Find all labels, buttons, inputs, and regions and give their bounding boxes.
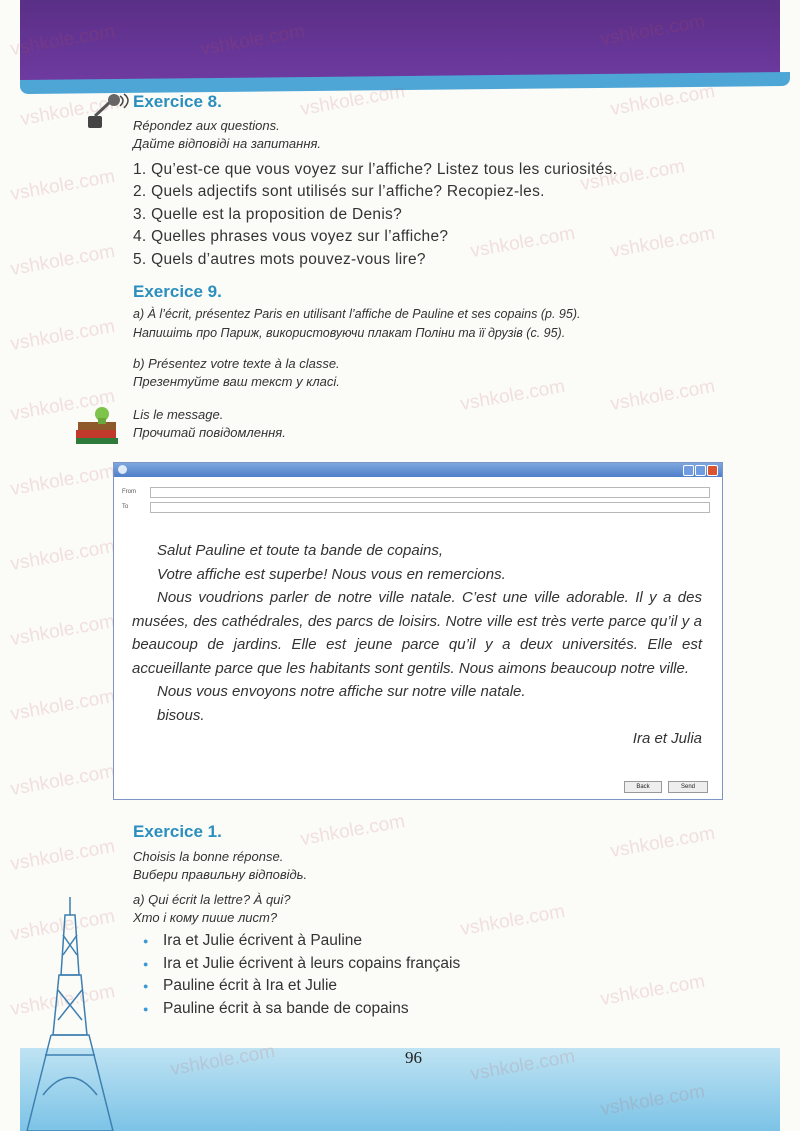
read-instruction-fr: Lis le message. — [133, 407, 224, 422]
option-label: Pauline écrit à sa bande de copains — [163, 1000, 409, 1017]
option-item[interactable] — [143, 932, 362, 950]
books-icon — [72, 404, 124, 446]
maximize-icon[interactable] — [695, 465, 706, 476]
watermark: vshkole.com — [8, 240, 117, 281]
watermark: vshkole.com — [608, 375, 717, 416]
watermark: vshkole.com — [578, 155, 687, 196]
window-titlebar — [114, 463, 722, 477]
option-label: Pauline écrit à Ira et Julie — [163, 977, 338, 994]
page-number: 96 — [405, 1048, 422, 1067]
microphone-icon — [80, 92, 130, 134]
watermark: vshkole.com — [8, 165, 117, 206]
read-instruction-uk: Прочитай повідомлення. — [133, 425, 286, 440]
watermark: vshkole.com — [8, 535, 117, 576]
watermark: vshkole.com — [8, 835, 117, 876]
minimize-icon[interactable] — [683, 465, 694, 476]
ex1-instruction-fr: Choisis la bonne réponse. — [133, 849, 284, 864]
ex8-title: Exercice 8. — [133, 92, 222, 111]
watermark: vshkole.com — [608, 222, 717, 263]
app-icon — [118, 465, 127, 474]
message-line: Votre affiche est superbe! Nous vous en remercions. — [157, 565, 506, 583]
watermark: vshkole.com — [608, 822, 717, 863]
watermark: vshkole.com — [8, 685, 117, 726]
watermark: vshkole.com — [298, 80, 407, 121]
closing: bisous. — [157, 706, 205, 724]
ex8-question: 1. Qu’est-ce que vous voyez sur l’affiche? Listez tous les curiosités. — [133, 161, 618, 178]
option-item[interactable] — [143, 1000, 409, 1018]
message-body[interactable] — [132, 539, 702, 751]
watermark: vshkole.com — [8, 980, 117, 1021]
watermark: vshkole.com — [8, 760, 117, 801]
ex8-question: 3. Quelle est la proposition de Denis? — [133, 206, 403, 223]
ex9-a-uk: Напишіть про Париж, використовуючи плакат Поліни та її друзів (с. 95). — [133, 326, 566, 340]
greeting: Salut Pauline et toute ta bande de copains, — [157, 542, 444, 559]
watermark: vshkole.com — [18, 90, 127, 131]
option-label: Ira et Julie écrivent à leurs copains français — [163, 955, 461, 972]
message-paragraph: Nous voudrions parler de notre ville natale. C’est une ville adorable. Il y a des musées, des cathédrales, des parcs de loisirs. Notre ville est très verte parce qu’il y a beaucoup de jardins. Elle est jeune parce qu’il y a deux universités. Elle est accueillante parce que les habitants sont gentils. Nous aimons beaucoup notre ville. — [132, 589, 702, 677]
option-item[interactable] — [143, 977, 337, 995]
ex8-instruction-fr: Répondez aux questions. — [133, 118, 280, 133]
signature: Ira et Julia — [632, 730, 702, 747]
option-item[interactable] — [143, 955, 460, 973]
ex8-question: 5. Quels d’autres mots pouvez-vous lire? — [133, 251, 426, 268]
option-label: Ira et Julie écrivent à Pauline — [163, 932, 363, 949]
ex8-question: 4. Quelles phrases vous voyez sur l’affiche? — [133, 228, 449, 245]
message-line: Nous vous envoyons notre affiche sur notre ville natale. — [157, 683, 526, 700]
ex1-a-uk: Хто і кому пише лист? — [133, 910, 278, 925]
watermark: vshkole.com — [598, 970, 707, 1011]
send-button[interactable]: Send — [668, 781, 708, 793]
from-field[interactable] — [150, 487, 710, 498]
header-band — [20, 0, 780, 80]
ex9-b-uk: Презентуйте ваш текст у класі. — [133, 374, 340, 389]
watermark: vshkole.com — [458, 900, 567, 941]
from-label: From — [122, 489, 136, 495]
watermark: vshkole.com — [8, 460, 117, 501]
close-icon[interactable] — [707, 465, 718, 476]
watermark: vshkole.com — [298, 810, 407, 851]
footer-band — [20, 1048, 780, 1131]
ex1-instruction-uk: Вибери правильну відповідь. — [133, 867, 308, 882]
watermark: vshkole.com — [458, 375, 567, 416]
ex9-b-fr: b) Présentez votre texte à la classe. — [133, 356, 340, 371]
ex8-instruction-uk: Дайте відповіді на запитання. — [133, 136, 322, 151]
ex1-a-fr: a) Qui écrit la lettre? À qui? — [133, 892, 291, 907]
to-label: To — [122, 504, 129, 510]
eiffel-tower-illustration — [25, 895, 115, 1131]
ex1-title: Exercice 1. — [133, 822, 222, 841]
watermark: vshkole.com — [8, 610, 117, 651]
ex8-question: 2. Quels adjectifs sont utilisés sur l’affiche? Recopiez-les. — [133, 183, 545, 200]
watermark: vshkole.com — [8, 385, 117, 426]
email-window — [113, 462, 723, 800]
watermark: vshkole.com — [8, 905, 117, 946]
watermark: vshkole.com — [608, 80, 717, 121]
watermark: vshkole.com — [468, 222, 577, 263]
watermark: vshkole.com — [8, 315, 117, 356]
ex9-title: Exercice 9. — [133, 282, 222, 301]
to-field[interactable] — [150, 502, 710, 513]
back-button[interactable]: Back — [624, 781, 662, 793]
ex9-a-fr: a) À l’écrit, présentez Paris en utilisant l’affiche de Pauline et ses copains (p. 95). — [133, 307, 581, 321]
